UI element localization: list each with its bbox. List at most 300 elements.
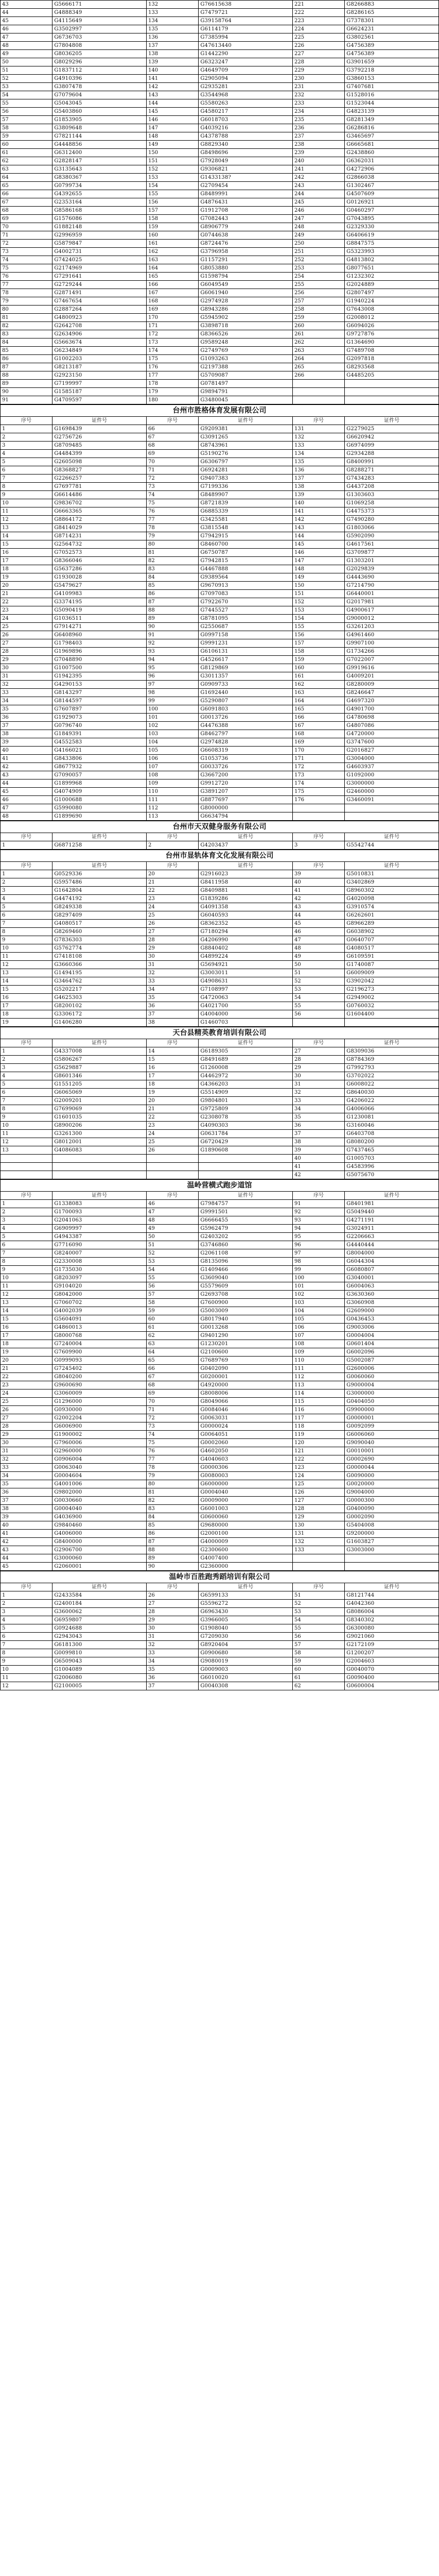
serial-number: 1 <box>1 1047 52 1056</box>
certificate-number: G1005703 <box>345 1155 439 1163</box>
serial-number: 131 <box>292 1530 344 1538</box>
serial-number: 56 <box>146 1282 198 1291</box>
table-row <box>1 639 439 648</box>
certificate-number: G6094026 <box>345 322 439 330</box>
certificate-number: G1598794 <box>199 273 293 281</box>
serial-number <box>146 1163 198 1171</box>
table-row <box>1 50 439 58</box>
certificate-number: G2905094 <box>199 75 293 83</box>
serial-number: 25 <box>146 1138 198 1146</box>
serial-number: 48 <box>292 944 344 953</box>
table-row <box>1 672 439 681</box>
serial-number: 163 <box>292 689 344 697</box>
certificate-number: G0400090 <box>345 1505 439 1513</box>
serial-number: 101 <box>146 714 198 722</box>
header-num: 序号 <box>146 1583 198 1591</box>
certificate-number: G9840460 <box>52 1521 147 1530</box>
certificate-number: G7214790 <box>345 582 439 590</box>
certificate-number: G8840402 <box>199 944 293 953</box>
serial-number: 124 <box>292 1472 344 1480</box>
table-row <box>1 442 439 450</box>
certificate-number: G7942915 <box>199 532 293 540</box>
serial-number: 23 <box>1 1381 52 1389</box>
serial-number: 66 <box>146 1365 198 1373</box>
certificate-number: G6009009 <box>345 969 439 977</box>
serial-number: 40 <box>1 1521 52 1530</box>
serial-number: 5 <box>1 903 52 911</box>
serial-number: 228 <box>292 58 344 66</box>
table-row <box>1 689 439 697</box>
certificate-number: G4485205 <box>345 371 439 380</box>
serial-number: 105 <box>146 747 198 755</box>
serial-number: 32 <box>1 1455 52 1464</box>
serial-number: 32 <box>146 969 198 977</box>
serial-number: 73 <box>1 248 52 256</box>
header-cert: 证件号 <box>345 1192 439 1200</box>
serial-number: 7 <box>1 1097 52 1105</box>
certificate-number: G1839286 <box>199 895 293 903</box>
certificate-number: G8433806 <box>52 755 147 763</box>
certificate-number: G6044304 <box>345 1258 439 1266</box>
serial-number: 133 <box>292 1546 344 1554</box>
certificate-number: G1940224 <box>345 297 439 306</box>
certificate-number: G2329330 <box>345 223 439 231</box>
certificate-number: G5542744 <box>345 841 439 850</box>
certificate-number: G2550687 <box>199 623 293 631</box>
certificate-number: G7090057 <box>52 771 147 779</box>
serial-number: 76 <box>1 273 52 281</box>
serial-number: 243 <box>292 182 344 190</box>
header-cert: 证件号 <box>199 833 293 841</box>
certificate-number: G6312400 <box>52 149 147 157</box>
header-num: 序号 <box>1 1192 52 1200</box>
certificate-number: G4203437 <box>199 841 293 850</box>
certificate-number: G8340302 <box>345 1616 439 1624</box>
serial-number: 6 <box>1 1241 52 1249</box>
certificate-number: G2609000 <box>345 1307 439 1315</box>
serial-number: 105 <box>292 1315 344 1324</box>
serial-number: 26 <box>146 1146 198 1155</box>
serial-number: 159 <box>292 656 344 664</box>
certificate-number: G3000060 <box>52 1554 147 1563</box>
serial-number: 46 <box>1 796 52 804</box>
certificate-number: G6189305 <box>199 1047 293 1056</box>
table-header-row <box>1 1583 439 1591</box>
serial-number: 111 <box>146 796 198 804</box>
certificate-number: G7082443 <box>199 215 293 223</box>
serial-number: 63 <box>1 165 52 174</box>
certificate-number: G1303201 <box>345 557 439 565</box>
certificate-number: G4109983 <box>52 590 147 598</box>
table-row <box>1 314 439 322</box>
serial-number: 71 <box>146 466 198 474</box>
table-row <box>1 1554 439 1563</box>
certificate-number: G9600690 <box>52 1381 147 1389</box>
certificate-number: G7914271 <box>52 623 147 631</box>
table-row <box>1 1089 439 1097</box>
certificate-number: G3809648 <box>52 124 147 132</box>
serial-number: 32 <box>292 1089 344 1097</box>
serial-number: 49 <box>1 50 52 58</box>
serial-number: 160 <box>146 231 198 240</box>
certificate-number: G4042360 <box>345 1600 439 1608</box>
serial-number: 140 <box>146 66 198 75</box>
serial-number: 91 <box>292 1200 344 1208</box>
certificate-number: G7407681 <box>345 83 439 91</box>
serial-number: 41 <box>1 755 52 763</box>
serial-number: 72 <box>1 240 52 248</box>
table-row <box>1 1163 439 1171</box>
serial-number: 58 <box>146 1299 198 1307</box>
certificate-number: G8012001 <box>52 1138 147 1146</box>
certificate-number: G9306821 <box>199 165 293 174</box>
certificate-number: G0601404 <box>345 1340 439 1348</box>
certificate-number: G3000000 <box>345 1389 439 1398</box>
serial-number: 12 <box>1 961 52 969</box>
serial-number: 135 <box>292 458 344 466</box>
serial-number: 9 <box>1 1266 52 1274</box>
certificate-number: G4091358 <box>199 903 293 911</box>
serial-number: 2 <box>1 878 52 887</box>
table-row <box>1 1340 439 1348</box>
table-row <box>1 347 439 355</box>
certificate-number: G4920000 <box>199 1381 293 1389</box>
certificate-number: G39158764 <box>199 17 293 25</box>
serial-number: 43 <box>1 1 52 9</box>
certificate-number: G0909733 <box>199 681 293 689</box>
certificate-number: G3544968 <box>199 91 293 99</box>
table-row <box>1 961 439 969</box>
serial-number: 167 <box>146 289 198 297</box>
table-row <box>1 281 439 289</box>
header-num: 序号 <box>1 833 52 841</box>
certificate-number: G2196273 <box>345 986 439 994</box>
certificate-number: G1232302 <box>345 273 439 281</box>
certificate-number: G6091803 <box>199 705 293 714</box>
certificate-number: G0084046 <box>199 1406 293 1414</box>
certificate-number: G3802561 <box>345 33 439 42</box>
table-row <box>1 1357 439 1365</box>
serial-number: 1 <box>1 870 52 878</box>
serial-number: 162 <box>292 681 344 689</box>
serial-number: 138 <box>146 50 198 58</box>
certificate-number: G8042000 <box>52 1291 147 1299</box>
serial-number: 151 <box>292 590 344 598</box>
table-header-row <box>1 1192 439 1200</box>
certificate-number: G4602050 <box>199 1447 293 1455</box>
serial-number: 19 <box>1 1348 52 1357</box>
serial-number: 60 <box>146 1315 198 1324</box>
table-row <box>1 1505 439 1513</box>
certificate-number: G8743961 <box>199 442 293 450</box>
certificate-number: G8400000 <box>52 1538 147 1546</box>
certificate-number: G8721839 <box>199 499 293 507</box>
certificate-number: G47613440 <box>199 42 293 50</box>
certificate-number: G4272906 <box>345 165 439 174</box>
certificate-number: G8135096 <box>199 1258 293 1266</box>
table-row <box>1 58 439 66</box>
table-row <box>1 1365 439 1373</box>
table-row <box>1 557 439 565</box>
serial-number: 94 <box>146 656 198 664</box>
serial-number: 55 <box>292 1624 344 1633</box>
serial-number: 33 <box>146 1649 198 1657</box>
serial-number: 13 <box>1 1146 52 1155</box>
serial-number: 108 <box>292 1340 344 1348</box>
certificate-number: G9802000 <box>52 1488 147 1497</box>
certificate-number: G7928049 <box>199 157 293 165</box>
serial-number: 7 <box>1 474 52 483</box>
serial-number: 78 <box>146 524 198 532</box>
certificate-number: G8053880 <box>199 264 293 273</box>
certificate-number: G4467888 <box>199 565 293 573</box>
serial-number: 8 <box>1 928 52 936</box>
serial-number: 17 <box>1 557 52 565</box>
certificate-number: G5580263 <box>199 99 293 108</box>
certificate-number: G2024889 <box>345 281 439 289</box>
serial-number: 73 <box>146 1422 198 1431</box>
header-num: 序号 <box>1 417 52 425</box>
table-row <box>1 705 439 714</box>
serial-number: 126 <box>292 1488 344 1497</box>
certificate-number: G4910396 <box>52 75 147 83</box>
certificate-number: G3966005 <box>199 1616 293 1624</box>
certificate-number: G0930000 <box>52 1406 147 1414</box>
table-row <box>1 1488 439 1497</box>
table-row <box>1 763 439 771</box>
table-row <box>1 1233 439 1241</box>
certificate-table <box>0 833 439 850</box>
certificate-number: G3792218 <box>345 66 439 75</box>
certificate-number: G6634794 <box>199 812 293 821</box>
serial-number: 131 <box>292 425 344 433</box>
certificate-number: G7209030 <box>199 1633 293 1641</box>
table-row <box>1 483 439 491</box>
header-cert: 证件号 <box>199 862 293 870</box>
certificate-number: G4337008 <box>52 1047 147 1056</box>
serial-number: 87 <box>146 598 198 606</box>
serial-number: 106 <box>146 755 198 763</box>
serial-number: 262 <box>292 338 344 347</box>
certificate-number: G8143297 <box>52 689 147 697</box>
serial-number: 54 <box>292 994 344 1002</box>
certificate-number: G4462972 <box>199 1072 293 1080</box>
certificate-number: G0013726 <box>199 714 293 722</box>
serial-number: 175 <box>292 788 344 796</box>
table-row <box>1 911 439 920</box>
serial-number <box>292 396 344 404</box>
certificate-number: G4888349 <box>52 9 147 17</box>
table-row <box>1 33 439 42</box>
certificate-number: G9407383 <box>199 474 293 483</box>
table-row <box>1 540 439 549</box>
serial-number: 17 <box>146 1072 198 1080</box>
certificate-number: G7821144 <box>52 132 147 141</box>
certificate-number: G7716090 <box>52 1241 147 1249</box>
serial-number: 67 <box>1 198 52 207</box>
certificate-number: G8362352 <box>199 920 293 928</box>
certificate-number: G1849391 <box>52 730 147 738</box>
serial-number: 144 <box>292 532 344 540</box>
certificate-number: G8366526 <box>199 330 293 338</box>
serial-number: 229 <box>292 66 344 75</box>
serial-number: 95 <box>146 664 198 672</box>
certificate-number: G9725809 <box>199 1105 293 1113</box>
serial-number: 224 <box>292 25 344 33</box>
serial-number: 53 <box>292 1608 344 1616</box>
serial-number: 97 <box>146 681 198 689</box>
certificate-number: G1882148 <box>52 223 147 231</box>
serial-number: 15 <box>146 1056 198 1064</box>
certificate-number: G1700093 <box>52 1208 147 1216</box>
certificate-number: G1969896 <box>52 648 147 656</box>
certificate-number: G6065069 <box>52 1089 147 1097</box>
serial-number: 29 <box>1 1431 52 1439</box>
serial-number: 28 <box>146 1608 198 1616</box>
serial-number: 142 <box>292 516 344 524</box>
serial-number: 86 <box>146 1530 198 1538</box>
certificate-number: G8240007 <box>52 1249 147 1258</box>
serial-number: 127 <box>292 1497 344 1505</box>
certificate-number: G1734266 <box>345 648 439 656</box>
certificate-number: G2871491 <box>52 289 147 297</box>
serial-number: 172 <box>146 330 198 338</box>
serial-number: 38 <box>292 1138 344 1146</box>
serial-number: 255 <box>292 281 344 289</box>
table-row <box>1 1406 439 1414</box>
certificate-number: G6286816 <box>345 124 439 132</box>
certificate-number: G3402869 <box>345 878 439 887</box>
table-row <box>1 396 439 404</box>
certificate-number: G6663365 <box>52 507 147 516</box>
serial-number: 170 <box>146 314 198 322</box>
certificate-number: G8784369 <box>345 1056 439 1064</box>
serial-number: 166 <box>146 281 198 289</box>
serial-number: 96 <box>146 672 198 681</box>
certificate-number: G2866038 <box>345 174 439 182</box>
serial-number: 31 <box>1 672 52 681</box>
certificate-number: G0200001 <box>199 1373 293 1381</box>
certificate-number: G4074909 <box>52 788 147 796</box>
serial-number: 35 <box>1 1480 52 1488</box>
certificate-number: G7489708 <box>345 347 439 355</box>
certificate-number: G4443690 <box>345 573 439 582</box>
certificate-number: G2935281 <box>199 83 293 91</box>
serial-number: 2 <box>1 1600 52 1608</box>
certificate-number: G9080019 <box>199 1657 293 1666</box>
certificate-number: G0529336 <box>52 870 147 878</box>
serial-number: 261 <box>292 330 344 338</box>
serial-number: 265 <box>292 363 344 371</box>
serial-number: 109 <box>146 779 198 788</box>
certificate-number: G9104020 <box>52 1282 147 1291</box>
serial-number: 6 <box>1 911 52 920</box>
serial-number: 158 <box>146 215 198 223</box>
table-row <box>1 994 439 1002</box>
certificate-number: G5879847 <box>52 240 147 248</box>
serial-number: 92 <box>146 639 198 648</box>
serial-number: 96 <box>292 1241 344 1249</box>
serial-number: 29 <box>292 1064 344 1072</box>
certificate-number: G7804808 <box>52 42 147 50</box>
serial-number: 20 <box>1 582 52 590</box>
serial-number: 263 <box>292 347 344 355</box>
serial-number: 11 <box>1 1130 52 1138</box>
serial-number: 252 <box>292 256 344 264</box>
certificate-number: G8040200 <box>52 1373 147 1381</box>
certificate-number: G0000044 <box>345 1464 439 1472</box>
certificate-number: G8586168 <box>52 207 147 215</box>
header-cert: 证件号 <box>52 417 147 425</box>
table-row <box>1 466 439 474</box>
serial-number: 165 <box>146 273 198 281</box>
table-row <box>1 1155 439 1163</box>
certificate-number: G9000004 <box>345 1381 439 1389</box>
certificate-number: G5002087 <box>345 1357 439 1365</box>
serial-number: 16 <box>146 1064 198 1072</box>
serial-number: 69 <box>146 1389 198 1398</box>
certificate-number: G1735030 <box>52 1266 147 1274</box>
serial-number: 90 <box>146 1563 198 1571</box>
serial-number: 60 <box>1 141 52 149</box>
serial-number <box>146 1171 198 1179</box>
serial-number: 46 <box>1 25 52 33</box>
certificate-number: G2197388 <box>199 363 293 371</box>
serial-number: 2 <box>1 1208 52 1216</box>
serial-number: 48 <box>1 812 52 821</box>
certificate-number: G7836303 <box>52 936 147 944</box>
header-num: 序号 <box>292 1039 344 1047</box>
serial-number: 33 <box>1 1464 52 1472</box>
serial-number: 26 <box>146 1591 198 1600</box>
certificate-number: G4004000 <box>199 1010 293 1019</box>
serial-number: 25 <box>1 1398 52 1406</box>
certificate-number: G2008012 <box>345 314 439 322</box>
certificate-number: G1092000 <box>345 771 439 779</box>
certificate-number: G8008006 <box>199 1389 293 1398</box>
certificate-number: G0092099 <box>345 1422 439 1431</box>
serial-number: 59 <box>292 1657 344 1666</box>
serial-number: 117 <box>292 1414 344 1422</box>
table-row <box>1 623 439 631</box>
certificate-number: G8411958 <box>199 878 293 887</box>
certificate-number: G3011357 <box>199 672 293 681</box>
serial-number: 8 <box>1 1649 52 1657</box>
serial-number: 89 <box>146 1554 198 1563</box>
serial-number: 222 <box>292 9 344 17</box>
certificate-number: G4813802 <box>345 256 439 264</box>
serial-number: 157 <box>146 207 198 215</box>
serial-number: 28 <box>1 1422 52 1431</box>
table-row <box>1 977 439 986</box>
serial-number: 90 <box>1 388 52 396</box>
certificate-number: G5604091 <box>52 1315 147 1324</box>
serial-number: 88 <box>146 1546 198 1554</box>
serial-number: 76 <box>146 507 198 516</box>
certificate-number: G1460703 <box>199 1019 293 1027</box>
serial-number: 70 <box>1 223 52 231</box>
serial-number: 16 <box>1 549 52 557</box>
certificate-number: G6006900 <box>52 1422 147 1431</box>
serial-number: 35 <box>292 1113 344 1122</box>
serial-number: 8 <box>1 483 52 491</box>
serial-number: 4 <box>1 1616 52 1624</box>
serial-number: 19 <box>1 573 52 582</box>
table-row <box>1 248 439 256</box>
serial-number: 128 <box>292 1505 344 1513</box>
certificate-number: G4526617 <box>199 656 293 664</box>
serial-number: 52 <box>1 75 52 83</box>
